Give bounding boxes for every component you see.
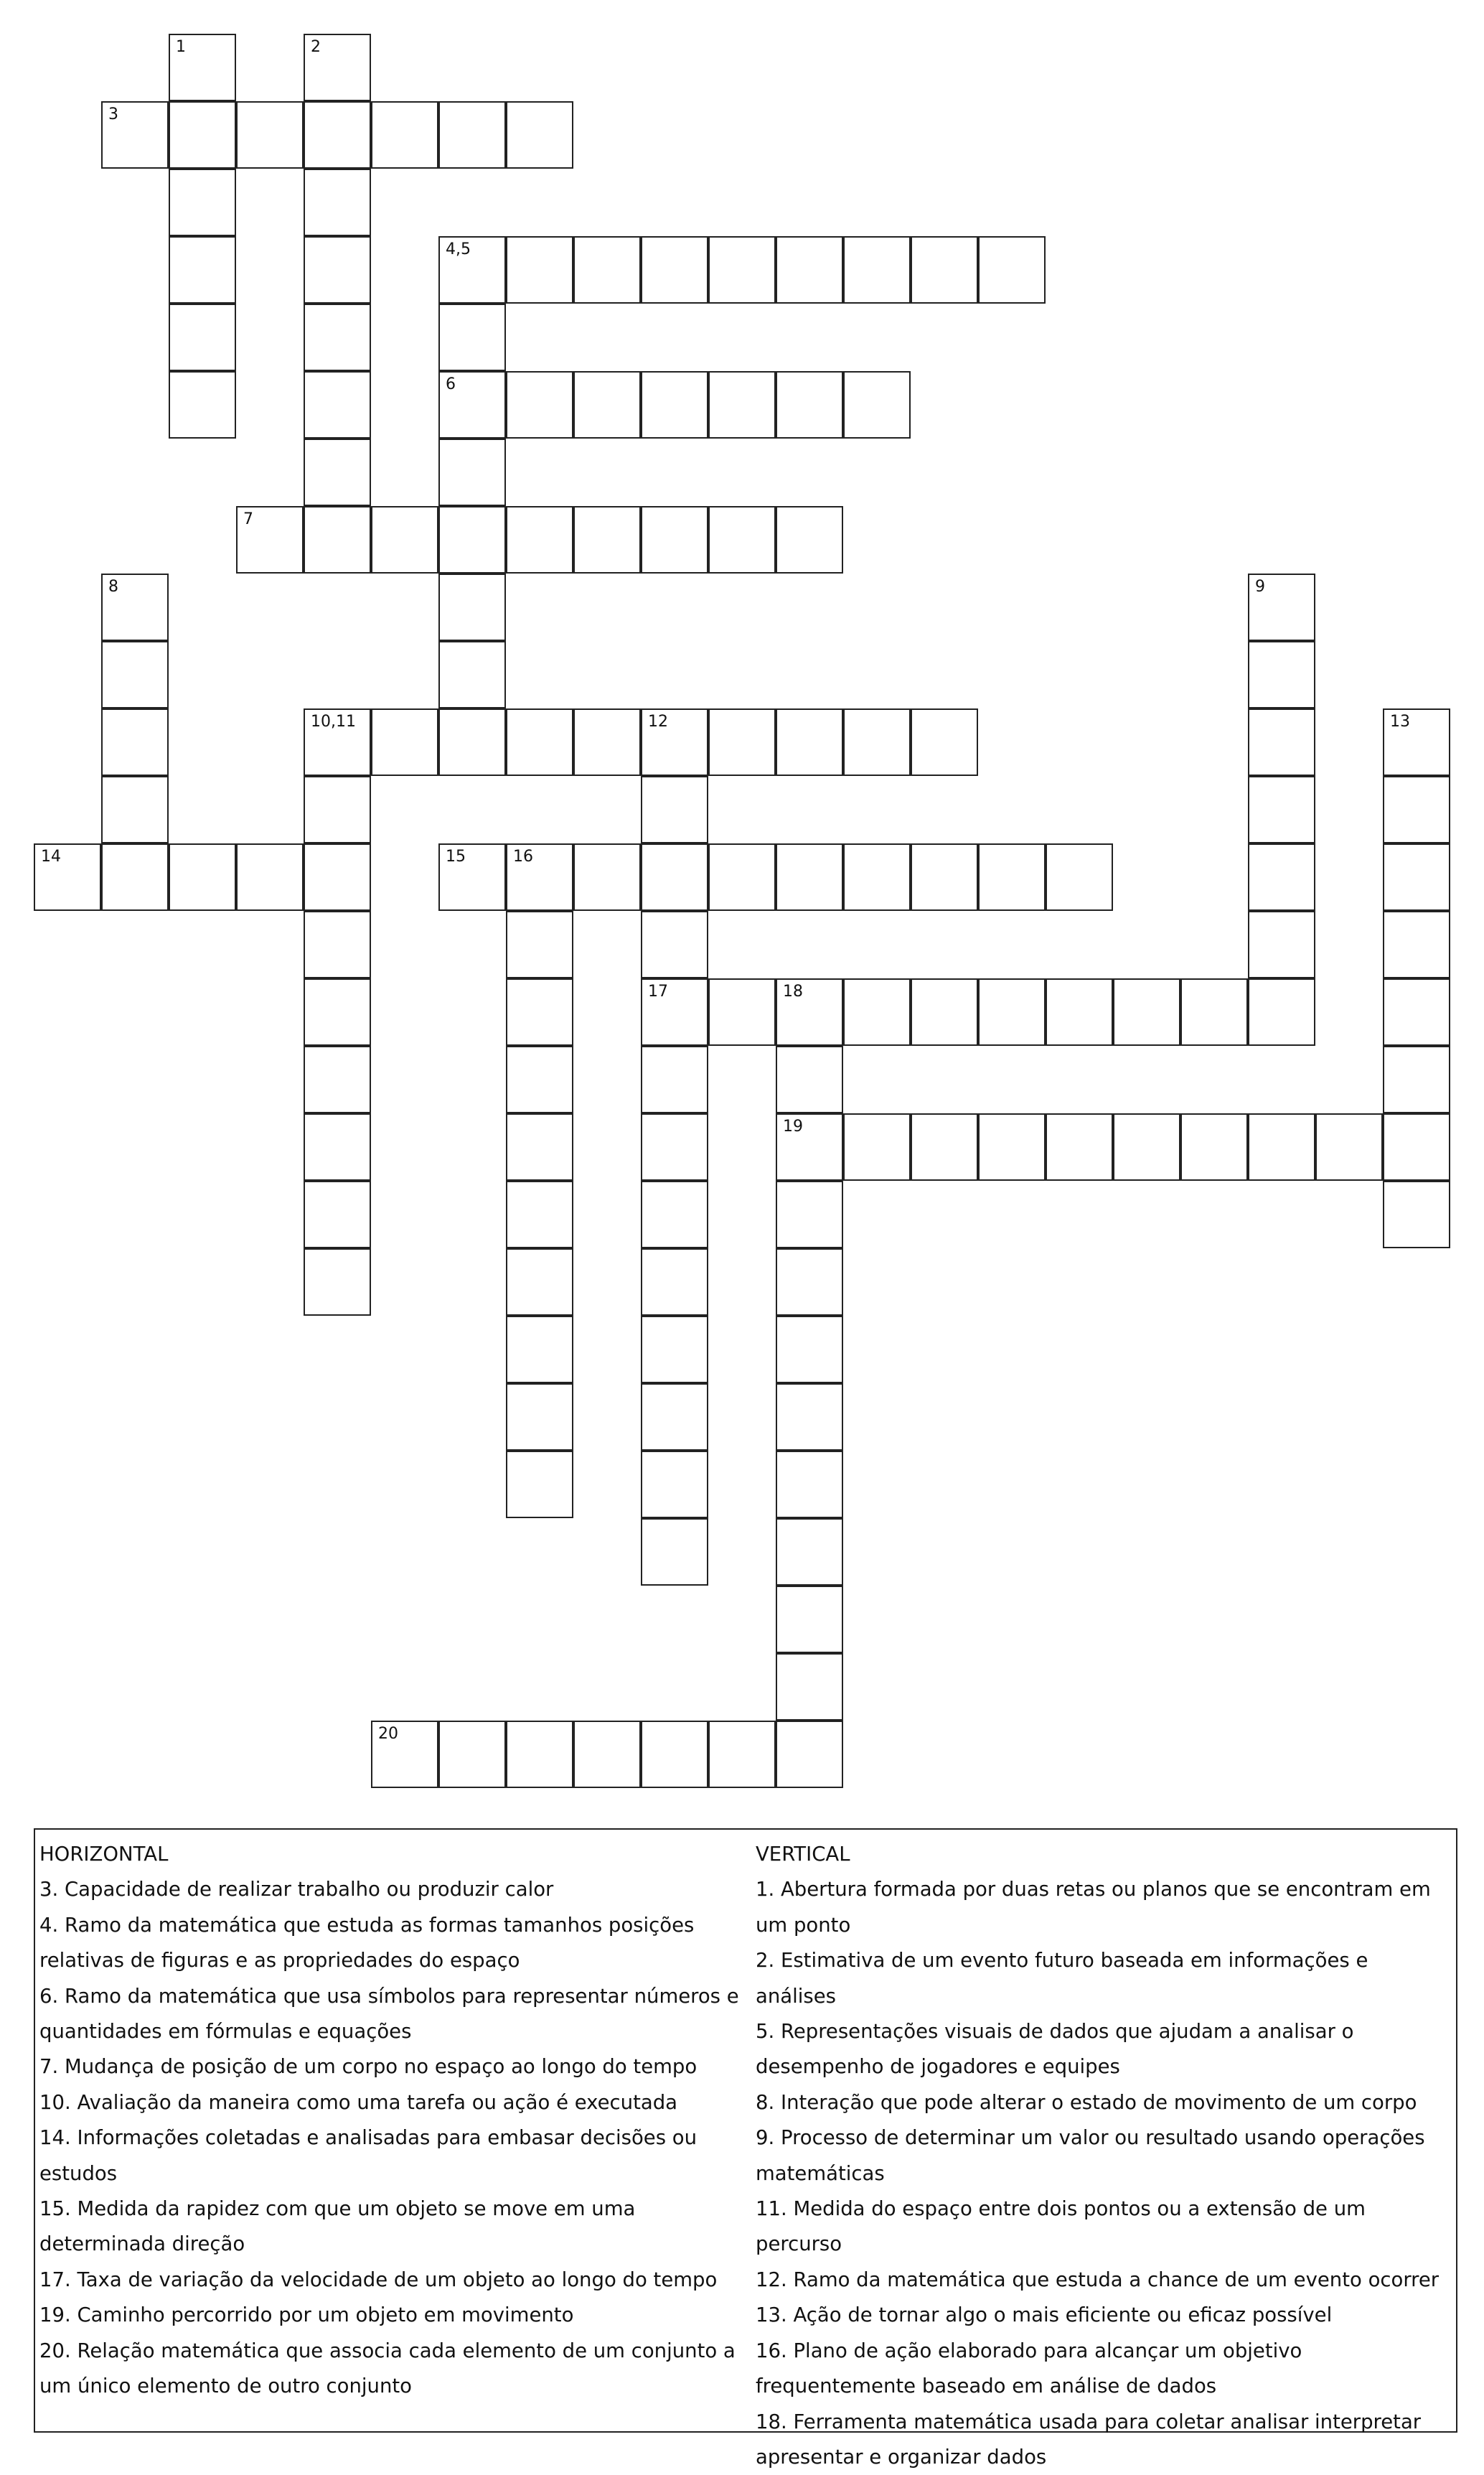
grid-cell[interactable] [506, 1113, 573, 1181]
grid-cell[interactable] [236, 101, 304, 169]
grid-cell[interactable] [776, 1316, 843, 1383]
grid-cell[interactable] [506, 1248, 573, 1316]
grid-cell[interactable] [506, 371, 573, 439]
grid-cell[interactable] [1383, 843, 1450, 911]
grid-cell[interactable] [169, 371, 236, 439]
grid-cell[interactable] [776, 1046, 843, 1113]
grid-cell[interactable] [169, 101, 236, 169]
grid-cell[interactable] [506, 843, 573, 911]
grid-cell[interactable] [641, 1721, 708, 1788]
grid-cell[interactable] [641, 708, 708, 776]
grid-cell[interactable] [776, 371, 843, 439]
grid-cell[interactable] [506, 1383, 573, 1451]
clue-h-3: 3. Capacidade de realizar trabalho ou produzir calor [39, 1872, 750, 1907]
clue-h-15: 15. Medida da rapidez com que um objeto se move em uma determinada direção [39, 2191, 750, 2263]
grid-cell[interactable] [236, 506, 304, 574]
grid-cell[interactable] [641, 1518, 708, 1586]
grid-cell[interactable] [641, 371, 708, 439]
clue-h-10: 10. Avaliação da maneira como uma tarefa ou ação é executada [39, 2085, 750, 2120]
grid-cell[interactable] [371, 1721, 438, 1788]
grid-cell[interactable] [1248, 641, 1315, 708]
grid-cell[interactable] [304, 911, 371, 978]
grid-cell[interactable] [978, 978, 1046, 1046]
grid-cell[interactable] [506, 978, 573, 1046]
clue-h-17: 17. Taxa de variação da velocidade de um objeto ao longo do tempo [39, 2263, 750, 2298]
grid-cell[interactable] [776, 1181, 843, 1248]
grid-cell[interactable] [34, 843, 101, 911]
grid-cell[interactable] [506, 1721, 573, 1788]
grid-cell[interactable] [708, 236, 776, 304]
grid-cell[interactable] [304, 169, 371, 236]
grid-cell[interactable] [641, 1451, 708, 1518]
grid-cell[interactable] [304, 371, 371, 439]
grid-cell[interactable] [169, 843, 236, 911]
grid-cell[interactable] [1248, 978, 1315, 1046]
clue-v-12: 12. Ramo da matemática que estuda a chance de um evento ocorrer [756, 2263, 1452, 2298]
grid-cell[interactable] [101, 641, 169, 708]
grid-cell[interactable] [304, 304, 371, 371]
grid-cell[interactable] [506, 1316, 573, 1383]
clue-v-13: 13. Ação de tornar algo o mais eficiente ou eficaz possível [756, 2298, 1452, 2333]
grid-cell[interactable] [1046, 843, 1113, 911]
grid-cell[interactable] [438, 1721, 506, 1788]
grid-cell[interactable] [1180, 978, 1248, 1046]
clue-h-20: 20. Relação matemática que associa cada elemento de um conjunto a um único elemento de outro conjunto [39, 2334, 750, 2405]
grid-cell[interactable] [304, 506, 371, 574]
grid-cell[interactable] [1383, 708, 1450, 776]
clue-number: 3 [108, 107, 118, 123]
grid-cell[interactable] [1248, 776, 1315, 843]
grid-cell[interactable] [1248, 843, 1315, 911]
grid-cell[interactable] [708, 708, 776, 776]
grid-cell[interactable] [506, 1451, 573, 1518]
grid-cell[interactable] [438, 708, 506, 776]
grid-cell[interactable] [776, 708, 843, 776]
grid-cell[interactable] [978, 1113, 1046, 1181]
clue-number: 14 [41, 849, 61, 865]
clue-h-6: 6. Ramo da matemática que usa símbolos para representar números e quantidades em fórmulas e equações [39, 1979, 750, 2050]
clue-v-9: 9. Processo de determinar um valor ou resultado usando operações matemáticas [756, 2120, 1452, 2191]
grid-cell[interactable] [776, 506, 843, 574]
clue-v-18: 18. Ferramenta matemática usada para coletar analisar interpretar apresentar e organizar dados [756, 2405, 1452, 2475]
grid-cell[interactable] [1383, 1046, 1450, 1113]
clue-h-14: 14. Informações coletadas e analisadas para embasar decisões ou estudos [39, 2120, 750, 2191]
grid-cell[interactable] [438, 574, 506, 641]
clue-number: 13 [1390, 714, 1410, 730]
clue-number: 10,11 [311, 714, 356, 730]
grid-cell[interactable] [776, 1248, 843, 1316]
grid-cell[interactable] [573, 236, 641, 304]
grid-cell[interactable] [304, 439, 371, 506]
grid-cell[interactable] [776, 1383, 843, 1451]
grid-cell[interactable] [776, 978, 843, 1046]
grid-cell[interactable] [438, 439, 506, 506]
clue-number: 17 [648, 984, 668, 1000]
grid-cell[interactable] [776, 1721, 843, 1788]
grid-cell[interactable] [101, 101, 169, 169]
grid-cell[interactable] [101, 708, 169, 776]
grid-cell[interactable] [1248, 574, 1315, 641]
grid-cell[interactable] [573, 1721, 641, 1788]
grid-cell[interactable] [304, 236, 371, 304]
clues-box [34, 1828, 1457, 2433]
grid-cell[interactable] [169, 34, 236, 101]
grid-cell[interactable] [911, 843, 978, 911]
clue-number: 4,5 [446, 242, 471, 258]
clue-number: 15 [446, 849, 466, 865]
clue-number: 6 [446, 377, 456, 393]
clue-h-4: 4. Ramo da matemática que estuda as formas tamanhos posições relativas de figuras e as propriedades do espaço [39, 1908, 750, 1979]
grid-cell[interactable] [236, 843, 304, 911]
grid-cell[interactable] [506, 1181, 573, 1248]
clue-v-5: 5. Representações visuais de dados que ajudam a analisar o desempenho de jogadores e equipes [756, 2014, 1452, 2085]
grid-cell[interactable] [641, 978, 708, 1046]
grid-cell[interactable] [1383, 911, 1450, 978]
clue-h-7: 7. Mudança de posição de um corpo no espaço ao longo do tempo [39, 2049, 750, 2085]
grid-cell[interactable] [641, 1181, 708, 1248]
grid-cell[interactable] [641, 1046, 708, 1113]
grid-cell[interactable] [708, 371, 776, 439]
grid-cell[interactable] [304, 708, 371, 776]
grid-cell[interactable] [1383, 776, 1450, 843]
grid-cell[interactable] [1248, 911, 1315, 978]
horizontal-heading: HORIZONTAL [39, 1837, 750, 1872]
grid-cell[interactable] [1248, 708, 1315, 776]
clue-number: 8 [108, 579, 118, 595]
grid-cell[interactable] [708, 843, 776, 911]
clue-v-1: 1. Abertura formada por duas retas ou planos que se encontram em um ponto [756, 1872, 1452, 1943]
clue-v-11: 11. Medida do espaço entre dois pontos ou a extensão de um percurso [756, 2191, 1452, 2263]
grid-cell[interactable] [911, 236, 978, 304]
grid-cell[interactable] [708, 1721, 776, 1788]
grid-cell[interactable] [776, 1653, 843, 1721]
grid-cell[interactable] [1046, 978, 1113, 1046]
grid-cell[interactable] [304, 1113, 371, 1181]
clue-number: 19 [783, 1119, 803, 1135]
grid-cell[interactable] [843, 843, 911, 911]
grid-cell[interactable] [101, 776, 169, 843]
clue-number: 12 [648, 714, 668, 730]
grid-cell[interactable] [641, 236, 708, 304]
grid-cell[interactable] [304, 34, 371, 101]
grid-cell[interactable] [708, 506, 776, 574]
grid-cell[interactable] [641, 1248, 708, 1316]
grid-cell[interactable] [641, 911, 708, 978]
grid-cell[interactable] [843, 371, 911, 439]
grid-cell[interactable] [843, 1113, 911, 1181]
grid-cell[interactable] [641, 776, 708, 843]
horizontal-clues [39, 1837, 750, 2405]
grid-cell[interactable] [911, 1113, 978, 1181]
vertical-clues [756, 1837, 1452, 2475]
clue-number: 2 [311, 39, 321, 55]
grid-cell[interactable] [438, 843, 506, 911]
grid-cell[interactable] [438, 641, 506, 708]
grid-cell[interactable] [573, 708, 641, 776]
clue-v-16: 16. Plano de ação elaborado para alcançar um objetivo frequentemente baseado em análise de dados [756, 2334, 1452, 2405]
grid-cell[interactable] [641, 1113, 708, 1181]
vertical-heading: VERTICAL [756, 1837, 1452, 1872]
clue-number: 7 [243, 512, 253, 528]
grid-cell[interactable] [304, 843, 371, 911]
grid-cell[interactable] [641, 1383, 708, 1451]
grid-cell[interactable] [641, 506, 708, 574]
clue-h-19: 19. Caminho percorrido por um objeto em movimento [39, 2298, 750, 2333]
grid-cell[interactable] [708, 978, 776, 1046]
grid-cell[interactable] [1046, 1113, 1113, 1181]
grid-cell[interactable] [911, 708, 978, 776]
grid-cell[interactable] [776, 1113, 843, 1181]
grid-cell[interactable] [304, 978, 371, 1046]
grid-cell[interactable] [169, 169, 236, 236]
clue-number: 16 [513, 849, 533, 865]
grid-cell[interactable] [776, 1451, 843, 1518]
grid-cell[interactable] [506, 236, 573, 304]
grid-cell[interactable] [101, 843, 169, 911]
grid-cell[interactable] [843, 708, 911, 776]
grid-cell[interactable] [911, 978, 978, 1046]
clue-number: 20 [378, 1726, 398, 1742]
grid-cell[interactable] [438, 236, 506, 304]
grid-cell[interactable] [978, 236, 1046, 304]
grid-cell[interactable] [843, 236, 911, 304]
grid-cell[interactable] [843, 978, 911, 1046]
grid-cell[interactable] [776, 1518, 843, 1586]
grid-cell[interactable] [641, 1316, 708, 1383]
grid-cell[interactable] [1383, 1113, 1450, 1181]
grid-cell[interactable] [506, 911, 573, 978]
grid-cell[interactable] [1180, 1113, 1248, 1181]
grid-cell[interactable] [304, 1046, 371, 1113]
grid-cell[interactable] [506, 101, 573, 169]
clue-v-2: 2. Estimativa de um evento futuro baseada em informações e análises [756, 1943, 1452, 2014]
grid-cell[interactable] [1113, 978, 1180, 1046]
grid-cell[interactable] [304, 101, 371, 169]
grid-cell[interactable] [1383, 1181, 1450, 1248]
grid-cell[interactable] [1113, 1113, 1180, 1181]
grid-cell[interactable] [304, 1248, 371, 1316]
grid-cell[interactable] [438, 371, 506, 439]
grid-cell[interactable] [776, 1586, 843, 1653]
grid-cell[interactable] [506, 506, 573, 574]
grid-cell[interactable] [1248, 1113, 1315, 1181]
grid-cell[interactable] [978, 843, 1046, 911]
grid-cell[interactable] [371, 101, 438, 169]
grid-cell[interactable] [438, 506, 506, 574]
grid-cell[interactable] [506, 1046, 573, 1113]
grid-cell[interactable] [304, 776, 371, 843]
grid-cell[interactable] [641, 843, 708, 911]
grid-cell[interactable] [1315, 1113, 1383, 1181]
grid-cell[interactable] [169, 236, 236, 304]
clue-v-8: 8. Interação que pode alterar o estado de movimento de um corpo [756, 2085, 1452, 2120]
grid-cell[interactable] [438, 101, 506, 169]
grid-cell[interactable] [101, 574, 169, 641]
grid-cell[interactable] [1383, 978, 1450, 1046]
grid-cell[interactable] [304, 1181, 371, 1248]
clue-number: 1 [176, 39, 186, 55]
clue-number: 18 [783, 984, 803, 1000]
grid-cell[interactable] [573, 371, 641, 439]
grid-cell[interactable] [573, 843, 641, 911]
grid-cell[interactable] [776, 236, 843, 304]
clue-number: 9 [1255, 579, 1265, 595]
grid-cell[interactable] [573, 506, 641, 574]
grid-cell[interactable] [371, 506, 438, 574]
grid-cell[interactable] [371, 708, 438, 776]
grid-cell[interactable] [169, 304, 236, 371]
grid-cell[interactable] [776, 843, 843, 911]
grid-cell[interactable] [506, 708, 573, 776]
grid-cell[interactable] [438, 304, 506, 371]
